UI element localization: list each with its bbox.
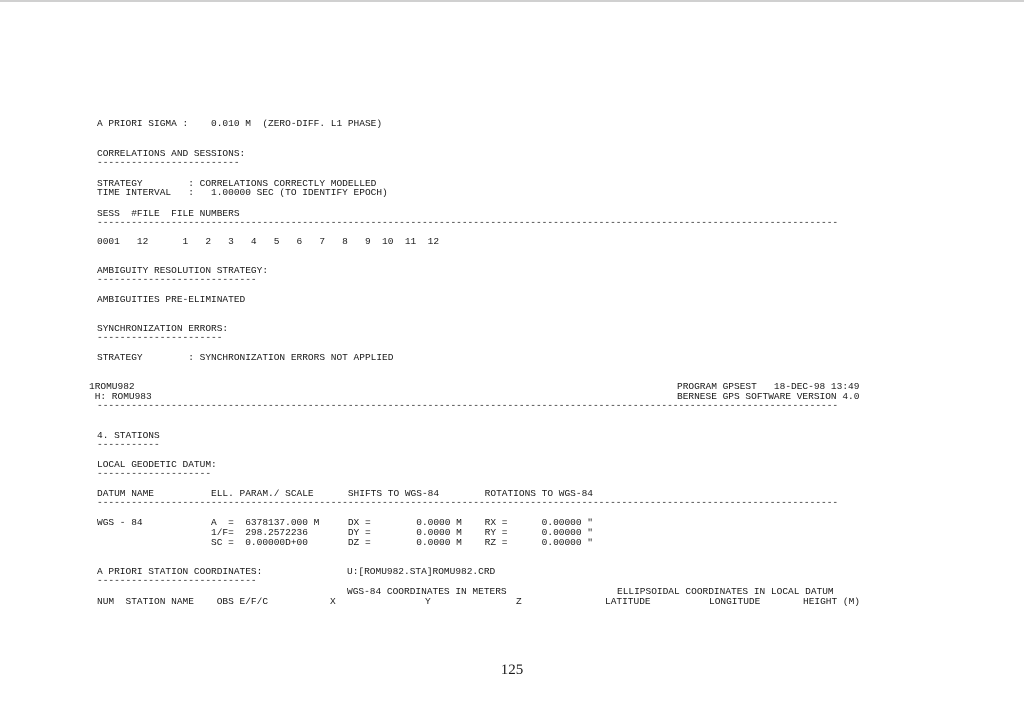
datum-table-header: DATUM NAME ELL. PARAM./ SCALE SHIFTS TO WGS-84 ROTATIONS TO WGS-84 — [97, 488, 593, 499]
col-height-label: HEIGHT (M) — [803, 596, 861, 607]
correlations-title: CORRELATIONS AND SESSIONS: — [97, 148, 246, 159]
sync-title: SYNCHRONIZATION ERRORS: — [97, 323, 229, 334]
time-interval-line: TIME INTERVAL : 1.00000 SEC (TO IDENTIFY EPOCH) — [97, 187, 388, 198]
col-latitude-label: LATITUDE — [605, 596, 651, 607]
page-number: 125 — [500, 662, 524, 678]
col-y-label: Y — [425, 596, 431, 607]
session-table-header: SESS #FILE FILE NUMBERS — [97, 208, 240, 219]
page-header-left-1: 1ROMU982 — [89, 381, 135, 392]
datum-table-rule: ---------------------------------------------------------------------------------------------------------------------------------- — [97, 497, 839, 508]
page-header-left-2: H: ROMU983 — [89, 391, 152, 402]
coords-underline: ---------------------------- — [97, 575, 257, 586]
page-header-rule: ---------------------------------------------------------------------------------------------------------------------------------- — [97, 400, 839, 411]
coords-title: A PRIORI STATION COORDINATES: — [97, 566, 263, 577]
coords-file: U:[ROMU982.STA]ROMU982.CRD — [347, 566, 496, 577]
datum-underline: -------------------- — [97, 468, 212, 479]
ambiguity-underline: ---------------------------- — [97, 274, 257, 285]
session-table-rule: ---------------------------------------------------------------------------------------------------------------------------------- — [97, 217, 839, 228]
ellipsoidal-coords-label: ELLIPSOIDAL COORDINATES IN LOCAL DATUM — [617, 586, 834, 597]
datum-row-3: SC = 0.00000D+00 DZ = 0.0000 M RZ = 0.00000 " — [97, 537, 593, 548]
col-z-label: Z — [516, 596, 522, 607]
session-table-row: 0001 12 1 2 3 4 5 6 7 8 9 10 11 12 — [97, 236, 440, 247]
wgs84-coords-label: WGS-84 COORDINATES IN METERS — [347, 586, 507, 597]
top-border — [0, 0, 1024, 2]
correlation-strategy-line: STRATEGY : CORRELATIONS CORRECTLY MODELLED — [97, 178, 377, 189]
col-x-label: X — [330, 596, 336, 607]
stations-underline: ----------- — [97, 439, 160, 450]
page-header-right-2: BERNESE GPS SOFTWARE VERSION 4.0 — [677, 391, 860, 402]
stations-title: 4. STATIONS — [97, 430, 160, 441]
datum-row-1: WGS - 84 A = 6378137.000 M DX = 0.0000 M RX = 0.00000 " — [97, 517, 593, 528]
datum-title: LOCAL GEODETIC DATUM: — [97, 459, 217, 470]
ambiguity-value: AMBIGUITIES PRE-ELIMINATED — [97, 294, 246, 305]
page-header-right-1: PROGRAM GPSEST 18-DEC-98 13:49 — [677, 381, 860, 392]
correlations-underline: ------------------------- — [97, 157, 240, 168]
ambiguity-title: AMBIGUITY RESOLUTION STRATEGY: — [97, 265, 269, 276]
a-priori-sigma-line: A PRIORI SIGMA : 0.010 M (ZERO-DIFF. L1 PHASE) — [97, 118, 383, 129]
sync-underline: ---------------------- — [97, 332, 223, 343]
col-longitude-label: LONGITUDE — [709, 596, 761, 607]
sync-strategy-line: STRATEGY : SYNCHRONIZATION ERRORS NOT APPLIED — [97, 352, 394, 363]
coords-header-left: NUM STATION NAME OBS E/F/C — [97, 596, 269, 607]
datum-row-2: 1/F= 298.2572236 DY = 0.0000 M RY = 0.00000 " — [97, 527, 593, 538]
